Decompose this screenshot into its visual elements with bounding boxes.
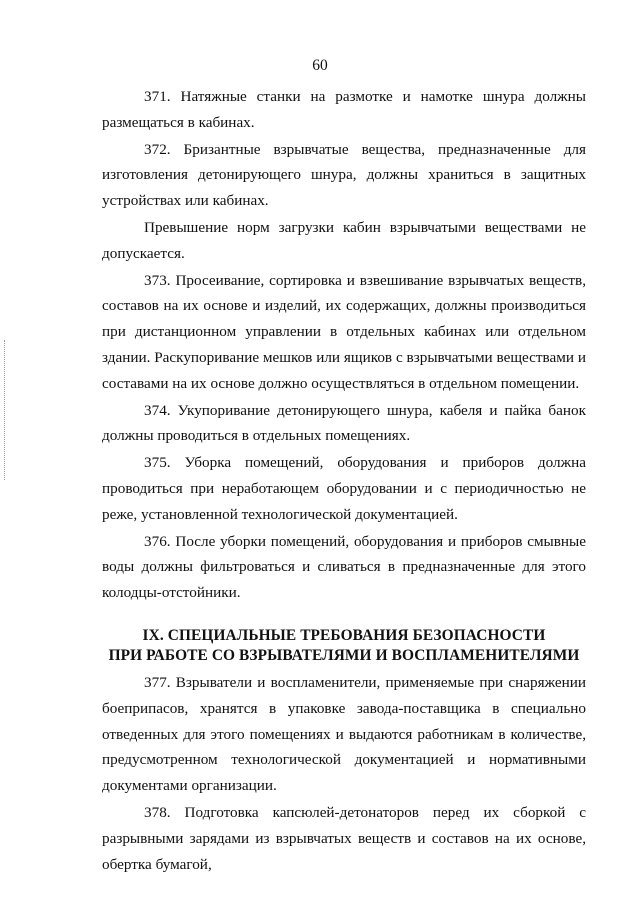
- paragraph-373: 373. Просеивание, сортировка и взвешивание взрывчатых веществ, составов на их основе и изделий, их содержащих, должны производиться при дистанционном управлении в отдельных кабинах или отдельном здании. Раскупоривание мешков или ящиков с взрывчатыми веществами и составами на их основе должно осуществляться в отдельном помещении.: [102, 271, 586, 392]
- paragraph-378: 378. Подготовка капсюлей-детонаторов перед их сборкой с разрывными зарядами из взрывчатых веществ и составов на их основе, обертка бумагой,: [102, 803, 586, 873]
- paragraph-374: 374. Укупоривание детонирующего шнура, кабеля и пайка банок должны проводиться в отдельных помещениях.: [102, 401, 586, 445]
- paragraph-377: 377. Взрыватели и воспламенители, применяемые при снаряжении боеприпасов, хранятся в упаковке завода-поставщика в специально отведенных для этого помещениях и выдаются работникам в количестве, предусмотренном технологической документацией и нормативными документами организации.: [102, 673, 586, 795]
- page-number: 60: [312, 57, 328, 74]
- section-heading-line1: IX. СПЕЦИАЛЬНЫЕ ТРЕБОВАНИЯ БЕЗОПАСНОСТИ: [142, 626, 546, 644]
- section-heading-line2: ПРИ РАБОТЕ СО ВЗРЫВАТЕЛЯМИ И ВОСПЛАМЕНИТЕЛЯМИ: [108, 646, 580, 664]
- document-body: [102, 84, 586, 877]
- paragraph-375: 375. Уборка помещений, оборудования и приборов должна проводиться при неработающем оборудовании и с периодичностью не реже, установленной технологической документацией.: [102, 454, 586, 523]
- paragraph-371: 371. Натяжные станки на размотке и намотке шнура должны размещаться в кабинах.: [102, 88, 586, 131]
- left-scan-mark: [4, 340, 7, 480]
- paragraph-376: 376. После уборки помещений, оборудования и приборов смывные воды должны фильтроваться и сливаться в предназначенные для этого колодцы-отстойники.: [102, 532, 586, 602]
- paragraph-372-note: Превышение норм загрузки кабин взрывчатыми веществами не допускается.: [102, 218, 586, 262]
- section-heading: [102, 626, 586, 666]
- paragraph-372: 372. Бризантные взрывчатые вещества, предназначенные для изготовления детонирующего шнура, должны храниться в защитных устройствах или кабинах.: [102, 140, 586, 210]
